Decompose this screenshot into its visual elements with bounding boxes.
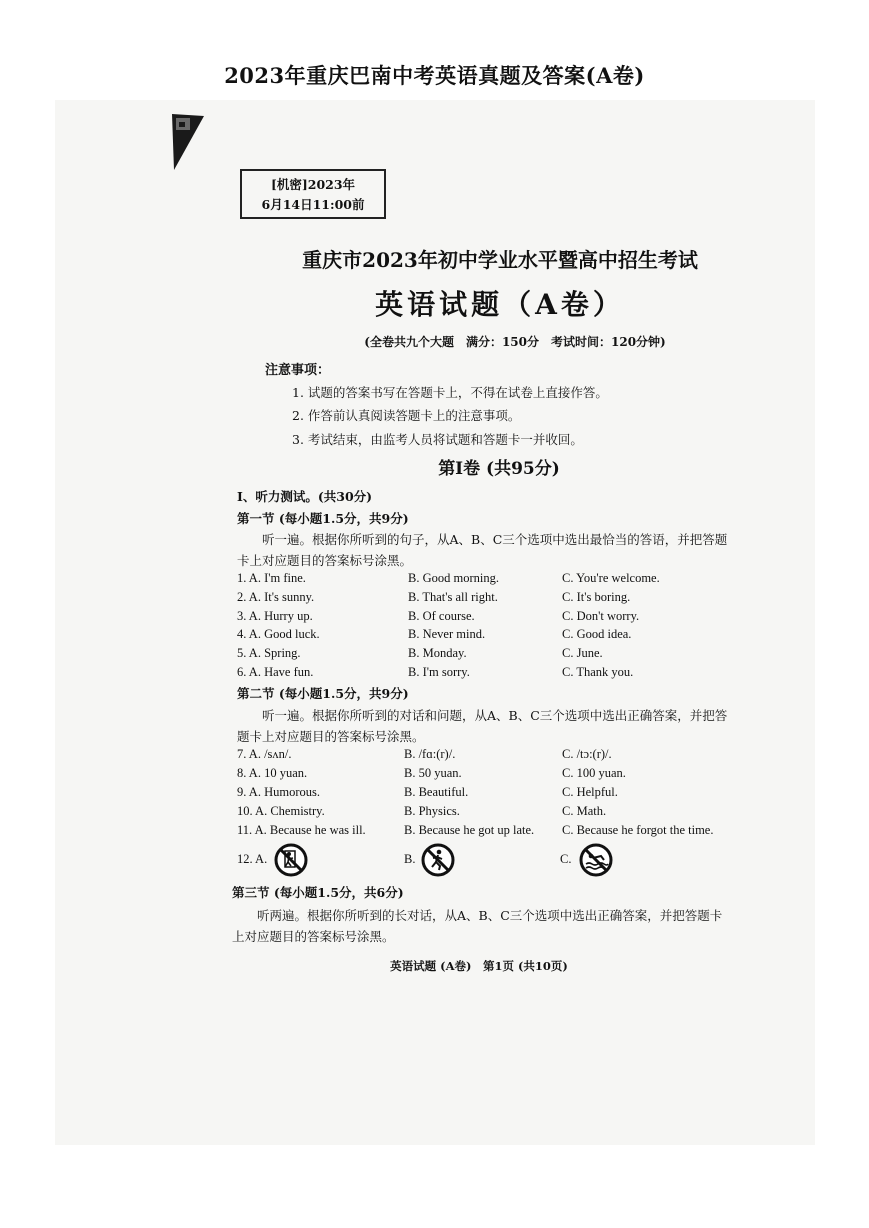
exam-info: (全卷共九个大题 满分：150分 考试时间：120分钟) [364, 335, 666, 349]
q5-option-c: C. June. [562, 646, 603, 660]
q4-option-c: C. Good idea. [562, 627, 632, 641]
q1-option-c: C. You're welcome. [562, 571, 660, 585]
q3-option-b: B. Of course. [408, 609, 475, 623]
section1-heading: 第一节 (每小题1.5分，共9分) [237, 511, 409, 526]
notice-heading: 注意事项： [265, 363, 331, 378]
notice-item: 3. 考试结束，由监考人员将试题和答题卡一并收回。 [292, 432, 583, 447]
q6-option-c: C. Thank you. [562, 665, 634, 679]
corner-registration-mark [172, 114, 204, 170]
exam-title: 重庆市2023年初中学业水平暨高中招生考试 [302, 248, 698, 272]
page-footer: 英语试题 (A卷) 第1页 (共10页) [390, 959, 568, 973]
q2-option-a: 2. A. It's sunny. [237, 590, 315, 604]
listening-heading: I、听力测试。(共30分) [237, 489, 373, 504]
q5-option-a: 5. A. Spring. [237, 646, 301, 660]
q12-option-b: B. [404, 852, 416, 866]
q9-option-b: B. Beautiful. [404, 785, 469, 799]
q4-option-b: B. Never mind. [408, 627, 486, 641]
q7-option-a: 7. A. /sʌn/. [237, 747, 292, 761]
no-running-icon [421, 843, 455, 877]
q12-option-c: C. [560, 852, 572, 866]
section1-instruction-cont: 卡上对应题目的答案标号涂黑。 [237, 553, 413, 568]
q10-option-b: B. Physics. [404, 804, 460, 818]
section1-instruction: 听一遍。根据你所听到的句子，从A、B、C三个选项中选出最恰当的答语，并把答题 [262, 532, 728, 547]
q6-option-a: 6. A. Have fun. [237, 665, 314, 679]
q8-option-a: 8. A. 10 yuan. [237, 766, 308, 780]
section3-heading: 第三节 (每小题1.5分，共6分) [232, 885, 404, 900]
confidential-box [240, 169, 386, 219]
q10-option-a: 10. A. Chemistry. [237, 804, 325, 818]
q8-option-c: C. 100 yuan. [562, 766, 626, 780]
q6-option-b: B. I'm sorry. [408, 665, 470, 679]
no-swimming-icon [579, 843, 613, 877]
q2-option-c: C. It's boring. [562, 590, 631, 604]
document-title: 2023年重庆巴南中考英语真题及答案(A卷) [224, 63, 645, 88]
q1-option-a: 1. A. I'm fine. [237, 571, 306, 585]
confidential-line-2: 6月14日11:00前 [261, 197, 365, 212]
section3-instruction: 听两遍。根据你所听到的长对话，从A、B、C三个选项中选出正确答案，并把答题卡 [257, 908, 723, 923]
section2-heading: 第二节 (每小题1.5分，共9分) [237, 686, 409, 701]
q4-option-a: 4. A. Good luck. [237, 627, 320, 641]
q9-option-c: C. Helpful. [562, 785, 618, 799]
q8-option-b: B. 50 yuan. [404, 766, 462, 780]
q3-option-c: C. Don't worry. [562, 609, 640, 623]
notice-item: 1. 试题的答案书写在答题卡上，不得在试卷上直接作答。 [292, 385, 608, 400]
q12-option-a: 12. A. [237, 852, 268, 866]
q9-option-a: 9. A. Humorous. [237, 785, 320, 799]
confidential-line-1: [机密]2023年 [270, 177, 356, 192]
q7-option-c: C. /tɔ:(r)/. [562, 747, 612, 761]
section2-instruction-cont: 题卡上对应题目的答案标号涂黑。 [237, 729, 425, 744]
section3-instruction-cont: 上对应题目的答案标号涂黑。 [232, 929, 395, 944]
no-climbing-icon [274, 843, 308, 877]
q7-option-b: B. /fɑ:(r)/. [404, 747, 456, 761]
notice-item: 2. 作答前认真阅读答题卡上的注意事项。 [292, 408, 521, 423]
q11-option-c: C. Because he forgot the time. [562, 823, 714, 837]
q5-option-b: B. Monday. [408, 646, 467, 660]
part-title: 第Ⅰ卷 (共95分) [438, 459, 560, 479]
section2-instruction: 听一遍。根据你所听到的对话和问题，从A、B、C三个选项中选出正确答案，并把答 [262, 708, 728, 723]
paper-title: 英语试题（A卷） [375, 288, 625, 321]
q10-option-c: C. Math. [562, 804, 607, 818]
q1-option-b: B. Good morning. [408, 571, 499, 585]
q2-option-b: B. That's all right. [408, 590, 498, 604]
q3-option-a: 3. A. Hurry up. [237, 609, 313, 623]
q11-option-b: B. Because he got up late. [404, 823, 535, 837]
q11-option-a: 11. A. Because he was ill. [237, 823, 366, 837]
